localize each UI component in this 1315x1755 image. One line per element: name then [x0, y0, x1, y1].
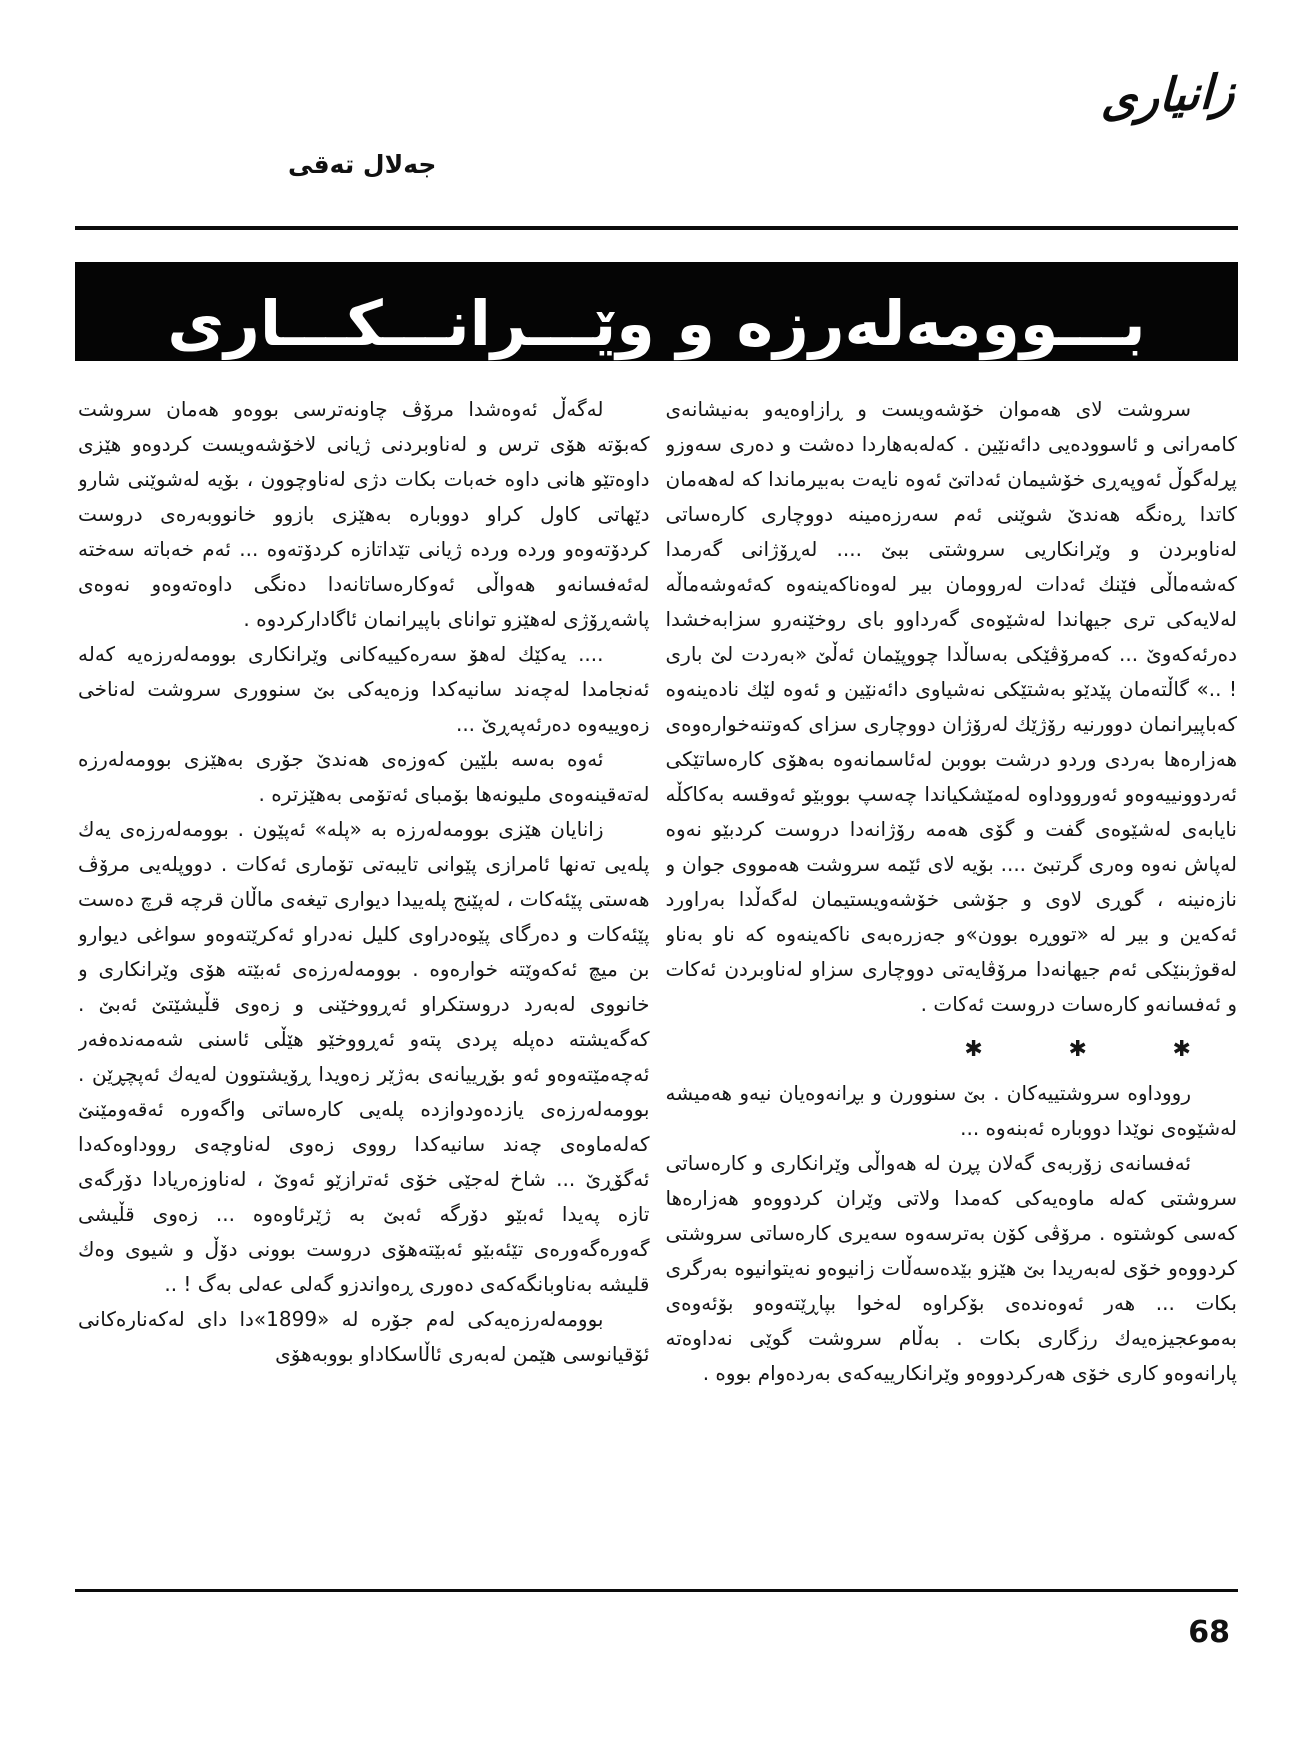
paragraph: رووداوە سروشتییەکان . بێ سنوورن و بڕانەوەیان نیەو هەمیشە لەشێوەی نوێدا دووبارە ئەبنەوە ... [665, 1081, 1237, 1140]
paragraph: بوومەلەرزەیەکی لەم جۆرە لە «1899»دا دای لەکەنارەکانی ئۆقیانوسی هێمن لەبەری ئاڵاسکاداو بووبەهۆی [78, 1307, 650, 1366]
paragraph: زانایان هێزی بوومەلەرزە بە «پلە» ئەپێون . بوومەلەرزەی یەك پلەیی تەنها ئامرازی پێوانی تایبەتی تۆماری ئەکات . دووپلەیی مرۆڤ هەستی پێئەکات ، لەپێنج پلەییدا دیواری تیغەی ماڵان قرچە قرچ دەست پێئەکات و دەرگای پێوەدراوی کلیل نەدراو ئەکرێتەوەو سواغی دیوارو بن میچ ئەکەوێتە خوارەوە . بوومەلەرزەی ئەبێتە هۆی وێرانکاری و خانووی لەبەرد دروستکراو ئەڕووخێنی و زەوی قڵیشێتێ ئەبێ . کەگەیشتە دەپلە پردی پتەو ئەڕووخێو هێڵی ئاسنی شەمەندەفەر ئەچەمێتەوەو ئەو بۆڕییانەی بەژێر زەویدا ڕۆیشتوون لەیەك ئەپچڕێن . بوومەلەرزەی یازدەودوازدە پلەیی کارەساتی واگەورە ئەقەومێنێ کەلەماوەی چەند سانیەکدا رووی زەوی لەناوچەی رووداوەکەدا ئەگۆڕێ ... شاخ لەجێی خۆی ئەترازێو ئەوێ ، لەناوزەریادا دۆرگەی تازە پەیدا ئەبێو دۆرگە ئەبێ بە ژێرئاوەوە ... زەوی قڵیشی گەورەگەورەی تێئەبێو ئەبێتەهۆی دروست بوونی دۆڵ و شیوی وەك قلیشە بەناوبانگەکەی دەوری ڕەواندزو گەلی عەلی بەگ ! .. [78, 817, 650, 1296]
section-divider-stars: ✱ ✱ ✱ [964, 1037, 1191, 1062]
article-title: بـــوومەلەرزە و وێـــرانـــکـــاری [167, 287, 1146, 360]
article-body [78, 392, 1237, 1577]
header-divider-rule [75, 226, 1238, 230]
paragraph: لەگەڵ ئەوەشدا مرۆڤ چاونەترسی بووەو هەمان سروشت کەبۆتە هۆی ترس و لەناوبردنی ژیانی لاخۆشەویست کردوەو هێزی داوەتێو هانی داوە خەبات بکات دژی لەناوچوون ، بۆیە لەشوێنی شارو دێهاتی کاول کراو دووبارە بەهێزی بازوو خانووبەرەی دروست کردۆتەوەو وردە وردە ژیانی تێداتازە کردۆتەوە ... ئەم خەباتە سەختە لەئەفسانەو هەواڵی ئەوکارەساتانەدا دەنگی داوەتەوەو نەوەی پاشەڕۆژی لەهێزو توانای باپیرانمان ئاگادارکردوە . [78, 397, 650, 631]
paragraph: .... یەکێك لەهۆ سەرەکییەکانی وێرانکاری بوومەلەرزەیە کەلە ئەنجامدا لەچەند سانیەکدا وزەیەکی بێ سنووری سروشت لەناخی زەوییەوە دەرئەپەڕێ ... [78, 642, 650, 736]
column-left [78, 392, 650, 1577]
magazine-logo-handwriting: زانیاری [1100, 63, 1236, 127]
paragraph: ئەفسانەی زۆربەی گەلان پڕن لە هەواڵی وێرانکاری و کارەساتی سروشتی کەلە ماوەیەکی کەمدا ولاتی وێران کردووەو هەزارەها کەسی کوشتوە . مرۆڤی کۆن بەترسەوە سەیری کارەساتی سروشتی کردووەو خۆی لەبەریدا بێ هێزو بێدەسەڵات زانیوەو نەیتوانیوە بەرگری بکات ... هەر ئەوەندەی بۆکراوە لەخوا بپاڕێتەوەو بۆئەوەی بەموعجیزەیەك رزگاری بکات . بەڵام سروشت گوێی نەداوەتە پارانەوەو کاری خۆی هەرکردووەو وێرانکارییەکەی بەردەوام بووە . [665, 1151, 1237, 1385]
paragraph: سروشت لای هەموان خۆشەویست و ڕازاوەیەو بەنیشانەی کامەرانی و ئاسوودەیی دائەنێین . کەلەبەهاردا دەشت و دەری سەوزو پڕلەگوڵ ئەوپەڕی خۆشیمان ئەداتێ ئەوە نایەت بەبیرماندا کە لەهەمان کاتدا ڕەنگە هەندێ شوێنی ئەم سەرزەمینە دووچاری کارەساتی لەناوبردن و وێرانکاریی سروشتی ببێ .... لەڕۆژانی گەرمدا کەشەماڵی فێنك ئەدات لەروومان بیر لەوەناکەینەوە کەئەوشەماڵە لەلایەکی تری جیهاندا لەشێوەی گەرداوو بای روخێنەرو سزابەخشدا دەرئەکەوێ ... کەمرۆڤێکی بەساڵدا چووپێمان ئەڵێ «بەردت لێ باری ! ..» گاڵتەمان پێدێو بەشتێکی نەشیاوی دائەنێین و ئەوە لێك نادەینەوە کەباپیرانمان دوورنیە رۆژێك لەرۆژان دووچاری سزای کەوتنەخوارەوەی هەزارەها بەردی وردو درشت بووبن لەئاسمانەوە بەهۆی کارەساتێکی ئەردوونییەوەو ئەورووداوە لەمێشکیاندا چەسپ بووبێو ئەوقسە بەکاکڵە نایابەی لەشێوەی گفت و گۆی هەمە رۆژانەدا دروست کردبێو نەوە لەپاش نەوە وەری گرتبێ .... بۆیە لای ئێمە سروشت هەمووی جوان و نازەنینە ، گوڕی لاوی و جۆشی خۆشەویستیمان لەگەڵدا بەراورد ئەکەین و بیر لە «تووڕە بوون»و جەزرەبەی ناکەینەوە کە ناو بەناو لەقوژبنێکی ئەم جیهانەدا مرۆڤایەتی دووچاری سزاو لەناوبردن ئەکات و ئەفسانەو کارەسات دروست ئەکات . [665, 397, 1237, 1016]
page-number: 68 [1188, 1615, 1230, 1650]
paragraph: ئەوە بەسە بلێین کەوزەی هەندێ جۆری بەهێزی بوومەلەرزە لەتەقینەوەی ملیونەها بۆمبای ئەتۆمی بەهێزترە . [78, 747, 650, 806]
author-name: جەلال تەقی [288, 150, 437, 179]
column-right [666, 392, 1238, 1577]
title-banner [75, 262, 1238, 361]
footer-divider-rule [75, 1589, 1238, 1592]
